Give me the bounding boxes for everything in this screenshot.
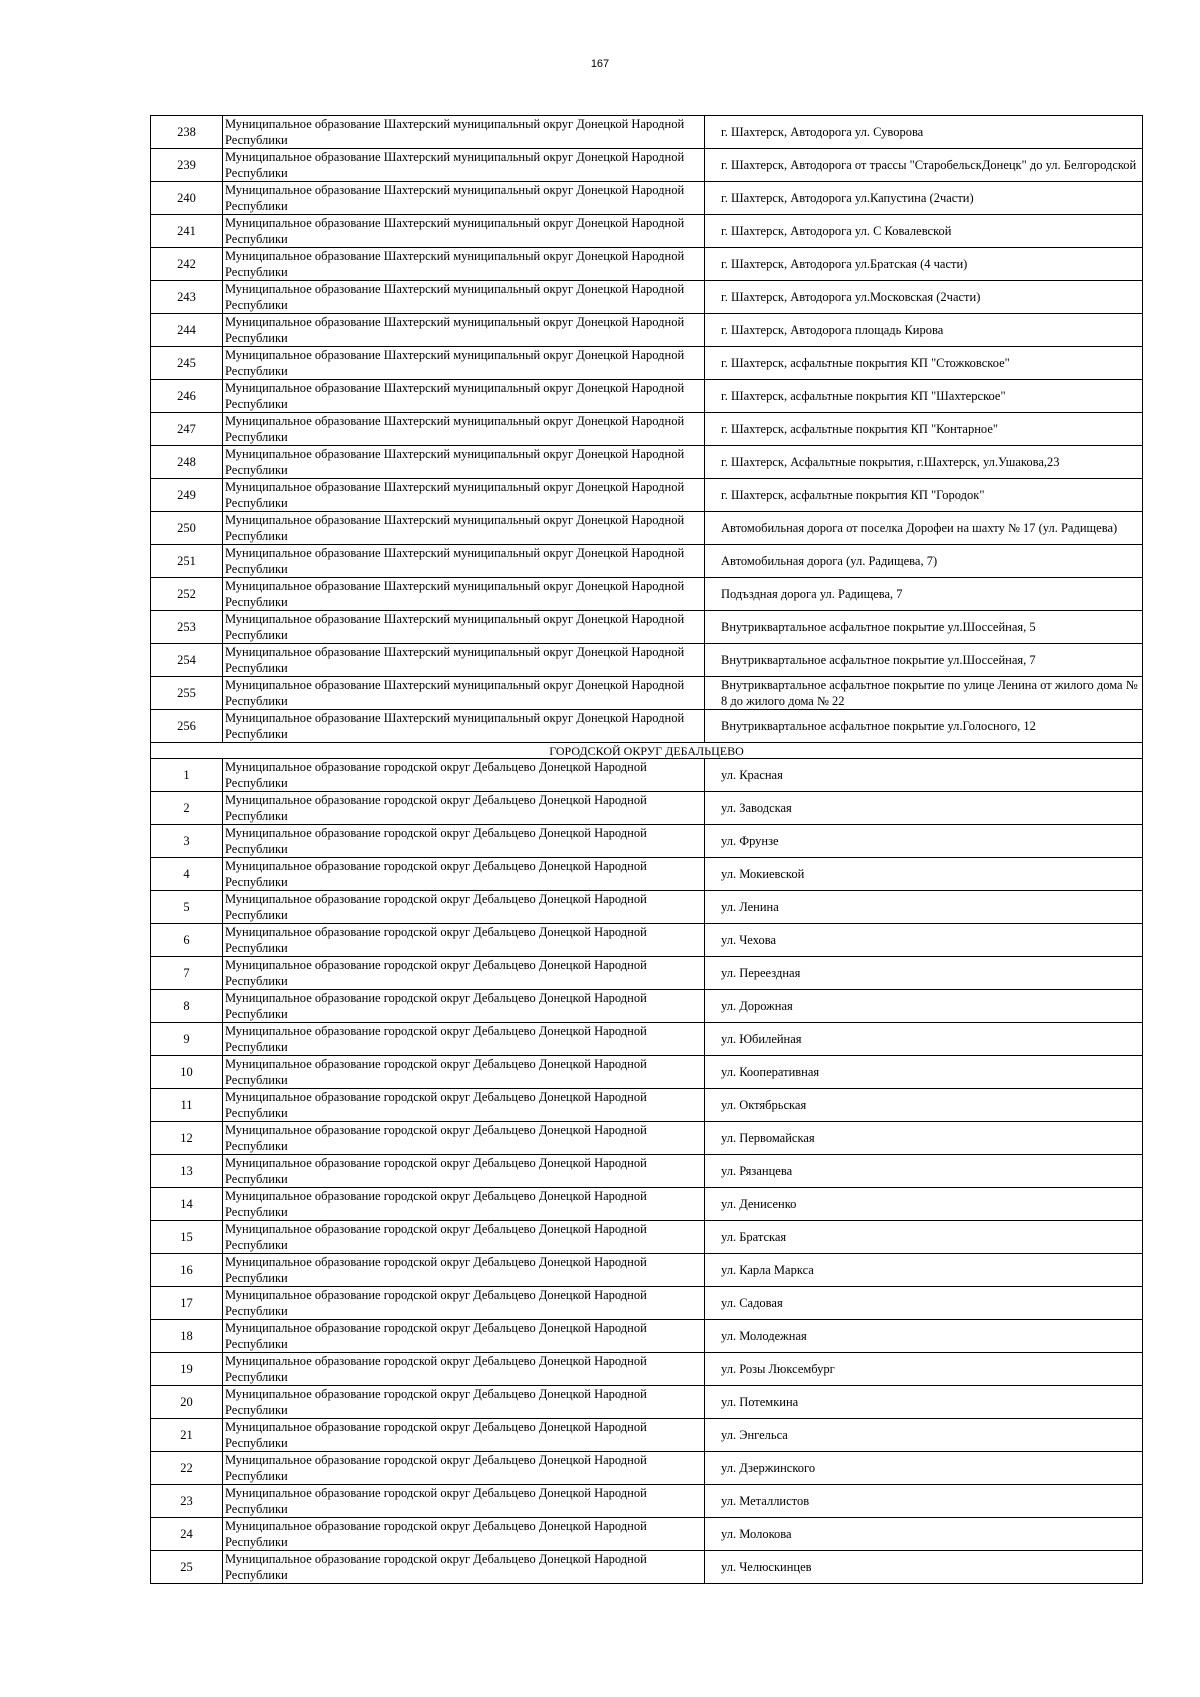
municipality-name: Муниципальное образование Шахтерский муниципальный округ Донецкой Народной Республики — [223, 182, 705, 215]
table-row — [151, 1254, 1143, 1287]
row-number: 249 — [151, 479, 223, 512]
row-number: 2 — [151, 792, 223, 825]
table-row — [151, 380, 1143, 413]
row-number: 10 — [151, 1056, 223, 1089]
road-object: г. Шахтерск, асфальтные покрытия КП "Стожковское" — [705, 347, 1143, 380]
road-object: ул. Переездная — [705, 957, 1143, 990]
road-object: г. Шахтерск, асфальтные покрытия КП "Контарное" — [705, 413, 1143, 446]
municipality-name: Муниципальное образование городской округ Дебальцево Донецкой Народной Республики — [223, 924, 705, 957]
row-number: 246 — [151, 380, 223, 413]
row-number: 248 — [151, 446, 223, 479]
road-object: Внутриквартальное асфальтное покрытие по улице Ленина от жилого дома № 8 до жилого дома № 22 — [705, 677, 1143, 710]
table-row — [151, 759, 1143, 792]
table-row — [151, 1221, 1143, 1254]
row-number: 241 — [151, 215, 223, 248]
row-number: 254 — [151, 644, 223, 677]
table-row — [151, 512, 1143, 545]
table-row — [151, 314, 1143, 347]
row-number: 250 — [151, 512, 223, 545]
row-number: 7 — [151, 957, 223, 990]
table-row — [151, 792, 1143, 825]
page-number: 167 — [590, 58, 610, 70]
road-object: ул. Юбилейная — [705, 1023, 1143, 1056]
road-object: ул. Мокиевской — [705, 858, 1143, 891]
table-row — [151, 116, 1143, 149]
road-object: ул. Кооперативная — [705, 1056, 1143, 1089]
table-row — [151, 858, 1143, 891]
row-number: 255 — [151, 677, 223, 710]
table-row — [151, 957, 1143, 990]
municipality-name: Муниципальное образование Шахтерский муниципальный округ Донецкой Народной Республики — [223, 578, 705, 611]
road-object: ул. Дзержинского — [705, 1452, 1143, 1485]
road-object: Внутриквартальное асфальтное покрытие ул.Шоссейная, 5 — [705, 611, 1143, 644]
municipality-name: Муниципальное образование городской округ Дебальцево Донецкой Народной Республики — [223, 1089, 705, 1122]
table-row — [151, 1023, 1143, 1056]
municipality-name: Муниципальное образование городской округ Дебальцево Донецкой Народной Республики — [223, 1518, 705, 1551]
municipality-name: Муниципальное образование городской округ Дебальцево Донецкой Народной Республики — [223, 1221, 705, 1254]
row-number: 17 — [151, 1287, 223, 1320]
municipality-name: Муниципальное образование городской округ Дебальцево Донецкой Народной Республики — [223, 1056, 705, 1089]
register-table-body — [151, 116, 1143, 1584]
road-object: Внутриквартальное асфальтное покрытие ул.Голосного, 12 — [705, 710, 1143, 743]
municipality-name: Муниципальное образование городской округ Дебальцево Донецкой Народной Республики — [223, 1551, 705, 1584]
table-row — [151, 1485, 1143, 1518]
row-number: 3 — [151, 825, 223, 858]
road-object: Внутриквартальное асфальтное покрытие ул.Шоссейная, 7 — [705, 644, 1143, 677]
row-number: 19 — [151, 1353, 223, 1386]
table-row — [151, 924, 1143, 957]
municipality-name: Муниципальное образование Шахтерский муниципальный округ Донецкой Народной Республики — [223, 710, 705, 743]
table-row — [151, 1188, 1143, 1221]
table-row — [151, 1320, 1143, 1353]
road-object: ул. Энгельса — [705, 1419, 1143, 1452]
row-number: 239 — [151, 149, 223, 182]
row-number: 21 — [151, 1419, 223, 1452]
row-number: 253 — [151, 611, 223, 644]
road-object: г. Шахтерск, асфальтные покрытия КП "Шахтерское" — [705, 380, 1143, 413]
municipality-name: Муниципальное образование Шахтерский муниципальный округ Донецкой Народной Республики — [223, 446, 705, 479]
table-row — [151, 990, 1143, 1023]
road-object: ул. Карла Маркса — [705, 1254, 1143, 1287]
row-number: 244 — [151, 314, 223, 347]
row-number: 245 — [151, 347, 223, 380]
section-header-row — [151, 743, 1143, 759]
road-object: ул. Заводская — [705, 792, 1143, 825]
row-number: 15 — [151, 1221, 223, 1254]
municipality-name: Муниципальное образование городской округ Дебальцево Донецкой Народной Республики — [223, 1353, 705, 1386]
road-object: ул. Первомайская — [705, 1122, 1143, 1155]
municipality-name: Муниципальное образование Шахтерский муниципальный округ Донецкой Народной Республики — [223, 248, 705, 281]
register-table — [150, 115, 1143, 1584]
row-number: 22 — [151, 1452, 223, 1485]
road-object: г. Шахтерск, Автодорога ул. Суворова — [705, 116, 1143, 149]
road-object: ул. Дорожная — [705, 990, 1143, 1023]
road-object: ул. Челюскинцев — [705, 1551, 1143, 1584]
municipality-name: Муниципальное образование городской округ Дебальцево Донецкой Народной Республики — [223, 1122, 705, 1155]
municipality-name: Муниципальное образование Шахтерский муниципальный округ Донецкой Народной Республики — [223, 347, 705, 380]
municipality-name: Муниципальное образование городской округ Дебальцево Донецкой Народной Республики — [223, 1452, 705, 1485]
road-object: Автомобильная дорога (ул. Радищева, 7) — [705, 545, 1143, 578]
row-number: 14 — [151, 1188, 223, 1221]
municipality-name: Муниципальное образование городской округ Дебальцево Донецкой Народной Республики — [223, 1023, 705, 1056]
table-row — [151, 1155, 1143, 1188]
road-object: г. Шахтерск, Автодорога ул. С Ковалевской — [705, 215, 1143, 248]
table-row — [151, 347, 1143, 380]
table-row — [151, 611, 1143, 644]
table-row — [151, 1518, 1143, 1551]
row-number: 8 — [151, 990, 223, 1023]
table-row — [151, 1386, 1143, 1419]
municipality-name: Муниципальное образование Шахтерский муниципальный округ Донецкой Народной Республики — [223, 380, 705, 413]
road-object: ул. Денисенко — [705, 1188, 1143, 1221]
row-number: 20 — [151, 1386, 223, 1419]
road-object: г. Шахтерск, Автодорога ул.Капустина (2части) — [705, 182, 1143, 215]
table-row — [151, 1089, 1143, 1122]
municipality-name: Муниципальное образование городской округ Дебальцево Донецкой Народной Республики — [223, 891, 705, 924]
row-number: 256 — [151, 710, 223, 743]
row-number: 13 — [151, 1155, 223, 1188]
table-row — [151, 215, 1143, 248]
municipality-name: Муниципальное образование городской округ Дебальцево Донецкой Народной Республики — [223, 990, 705, 1023]
table-row — [151, 710, 1143, 743]
row-number: 4 — [151, 858, 223, 891]
municipality-name: Муниципальное образование Шахтерский муниципальный округ Донецкой Народной Республики — [223, 644, 705, 677]
municipality-name: Муниципальное образование Шахтерский муниципальный округ Донецкой Народной Республики — [223, 545, 705, 578]
municipality-name: Муниципальное образование городской округ Дебальцево Донецкой Народной Республики — [223, 858, 705, 891]
row-number: 9 — [151, 1023, 223, 1056]
table-row — [151, 825, 1143, 858]
municipality-name: Муниципальное образование городской округ Дебальцево Донецкой Народной Республики — [223, 792, 705, 825]
municipality-name: Муниципальное образование Шахтерский муниципальный округ Донецкой Народной Республики — [223, 677, 705, 710]
municipality-name: Муниципальное образование городской округ Дебальцево Донецкой Народной Республики — [223, 759, 705, 792]
municipality-name: Муниципальное образование городской округ Дебальцево Донецкой Народной Республики — [223, 825, 705, 858]
table-row — [151, 182, 1143, 215]
road-object: ул. Розы Люксембург — [705, 1353, 1143, 1386]
municipality-name: Муниципальное образование городской округ Дебальцево Донецкой Народной Республики — [223, 1254, 705, 1287]
section-title: ГОРОДСКОЙ ОКРУГ ДЕБАЛЬЦЕВО — [151, 743, 1143, 759]
road-object: ул. Ленина — [705, 891, 1143, 924]
table-row — [151, 677, 1143, 710]
municipality-name: Муниципальное образование Шахтерский муниципальный округ Донецкой Народной Республики — [223, 314, 705, 347]
row-number: 25 — [151, 1551, 223, 1584]
row-number: 243 — [151, 281, 223, 314]
table-row — [151, 1353, 1143, 1386]
table-row — [151, 479, 1143, 512]
municipality-name: Муниципальное образование городской округ Дебальцево Донецкой Народной Республики — [223, 1386, 705, 1419]
row-number: 251 — [151, 545, 223, 578]
municipality-name: Муниципальное образование Шахтерский муниципальный округ Донецкой Народной Республики — [223, 479, 705, 512]
municipality-name: Муниципальное образование городской округ Дебальцево Донецкой Народной Республики — [223, 1485, 705, 1518]
table-row — [151, 1056, 1143, 1089]
municipality-name: Муниципальное образование Шахтерский муниципальный округ Донецкой Народной Республики — [223, 611, 705, 644]
road-object: г. Шахтерск, асфальтные покрытия КП "Городок" — [705, 479, 1143, 512]
road-object: ул. Чехова — [705, 924, 1143, 957]
table-row — [151, 1287, 1143, 1320]
table-row — [151, 1452, 1143, 1485]
table-row — [151, 446, 1143, 479]
road-object: ул. Садовая — [705, 1287, 1143, 1320]
road-object: ул. Молокова — [705, 1518, 1143, 1551]
municipality-name: Муниципальное образование Шахтерский муниципальный округ Донецкой Народной Республики — [223, 215, 705, 248]
row-number: 240 — [151, 182, 223, 215]
table-row — [151, 545, 1143, 578]
road-object: ул. Красная — [705, 759, 1143, 792]
road-object: г. Шахтерск, Автодорога ул.Братская (4 части) — [705, 248, 1143, 281]
municipality-name: Муниципальное образование Шахтерский муниципальный округ Донецкой Народной Республики — [223, 116, 705, 149]
row-number: 242 — [151, 248, 223, 281]
row-number: 247 — [151, 413, 223, 446]
municipality-name: Муниципальное образование Шахтерский муниципальный округ Донецкой Народной Республики — [223, 149, 705, 182]
road-object: ул. Металлистов — [705, 1485, 1143, 1518]
road-object: г. Шахтерск, Асфальтные покрытия, г.Шахтерск, ул.Ушакова,23 — [705, 446, 1143, 479]
municipality-name: Муниципальное образование городской округ Дебальцево Донецкой Народной Республики — [223, 957, 705, 990]
road-object: ул. Потемкина — [705, 1386, 1143, 1419]
municipality-name: Муниципальное образование городской округ Дебальцево Донецкой Народной Республики — [223, 1320, 705, 1353]
row-number: 12 — [151, 1122, 223, 1155]
road-object: ул. Молодежная — [705, 1320, 1143, 1353]
table-row — [151, 1551, 1143, 1584]
row-number: 11 — [151, 1089, 223, 1122]
municipality-name: Муниципальное образование Шахтерский муниципальный округ Донецкой Народной Республики — [223, 281, 705, 314]
table-row — [151, 413, 1143, 446]
row-number: 18 — [151, 1320, 223, 1353]
road-object: ул. Рязанцева — [705, 1155, 1143, 1188]
municipality-name: Муниципальное образование Шахтерский муниципальный округ Донецкой Народной Республики — [223, 512, 705, 545]
road-object: Автомобильная дорога от поселка Дорофеи на шахту № 17 (ул. Радищева) — [705, 512, 1143, 545]
row-number: 24 — [151, 1518, 223, 1551]
table-row — [151, 281, 1143, 314]
table-row — [151, 1419, 1143, 1452]
municipality-name: Муниципальное образование городской округ Дебальцево Донецкой Народной Республики — [223, 1155, 705, 1188]
row-number: 16 — [151, 1254, 223, 1287]
row-number: 23 — [151, 1485, 223, 1518]
municipality-name: Муниципальное образование Шахтерский муниципальный округ Донецкой Народной Республики — [223, 413, 705, 446]
road-object: ул. Фрунзе — [705, 825, 1143, 858]
table-row — [151, 578, 1143, 611]
road-object: г. Шахтерск, Автодорога ул.Московская (2части) — [705, 281, 1143, 314]
table-row — [151, 149, 1143, 182]
municipality-name: Муниципальное образование городской округ Дебальцево Донецкой Народной Республики — [223, 1287, 705, 1320]
municipality-name: Муниципальное образование городской округ Дебальцево Донецкой Народной Республики — [223, 1188, 705, 1221]
row-number: 252 — [151, 578, 223, 611]
road-object: г. Шахтерск, Автодорога площадь Кирова — [705, 314, 1143, 347]
table-row — [151, 248, 1143, 281]
road-object: Подъздная дорога ул. Радищева, 7 — [705, 578, 1143, 611]
road-object: ул. Октябрьская — [705, 1089, 1143, 1122]
municipality-name: Муниципальное образование городской округ Дебальцево Донецкой Народной Республики — [223, 1419, 705, 1452]
road-object: ул. Братская — [705, 1221, 1143, 1254]
row-number: 6 — [151, 924, 223, 957]
table-row — [151, 644, 1143, 677]
row-number: 5 — [151, 891, 223, 924]
row-number: 238 — [151, 116, 223, 149]
road-object: г. Шахтерск, Автодорога от трассы "СтаробельскДонецк" до ул. Белгородской — [705, 149, 1143, 182]
table-row — [151, 1122, 1143, 1155]
row-number: 1 — [151, 759, 223, 792]
table-row — [151, 891, 1143, 924]
